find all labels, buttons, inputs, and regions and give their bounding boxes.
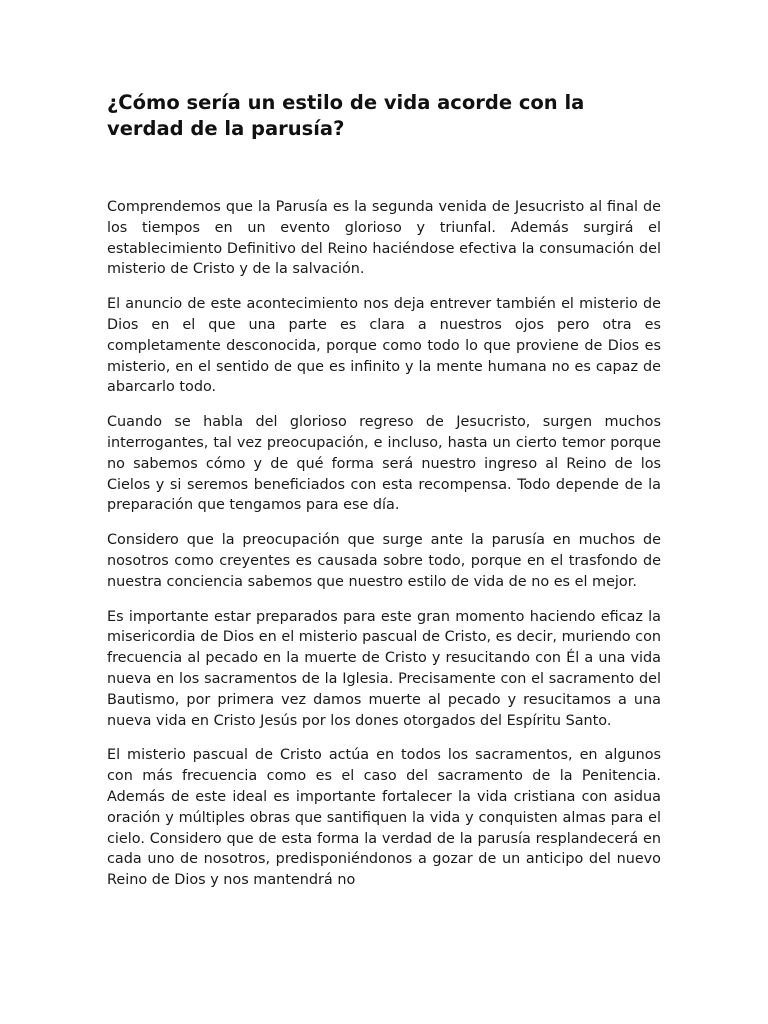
paragraph-3: Cuando se habla del glorioso regreso de Jesucristo, surgen muchos interrogantes, tal vez preocupación, e incluso, hasta un cierto temor porque no sabemos cómo y de qué forma será nuestro ingreso al Reino de los Cielos y si seremos beneficiados con esta recompensa. Todo depende de la preparación que tengamos para ese día. [107, 414, 661, 514]
paragraph-1: Comprendemos que la Parusía es la segunda venida de Jesucristo al final de los tiempos en un evento glorioso y triunfal. Además surgirá el establecimiento Definitivo del Reino haciéndose efectiva la consumación del misterio de Cristo y de la salvación. [107, 199, 661, 278]
document-title: ¿Cómo sería un estilo de vida acorde con la verdad de la parusía? [107, 91, 585, 140]
paragraph-2: El anuncio de este acontecimiento nos deja entrever también el misterio de Dios en el que una parte es clara a nuestros ojos pero otra es completamente desconocida, porque como todo lo que proviene de Dios es misterio, en el sentido de que es infinito y la mente humana no es capaz de abarcarlo todo. [107, 296, 661, 396]
paragraph-5: Es importante estar preparados para este gran momento haciendo eficaz la misericordia de Dios en el misterio pascual de Cristo, es decir, muriendo con frecuencia al pecado en la muerte de Cristo y resucitando con Él a una vida nueva en los sacramentos de la Iglesia. Precisamente con el sacramento del Bautismo, por primera vez damos muerte al pecado y resucitamos a una nueva vida en Cristo Jesús por los dones otorgados del Espíritu Santo. [107, 608, 661, 729]
paragraph-4: Considero que la preocupación que surge ante la parusía en muchos de nosotros como creyentes es causada sobre todo, porque en el trasfondo de nuestra conciencia sabemos que nuestro estilo de vida de no es el mejor. [107, 532, 661, 590]
document-page [107, 90, 661, 905]
paragraph-6: El misterio pascual de Cristo actúa en todos los sacramentos, en algunos con más frecuencia como es el caso del sacramento de la Penitencia. Además de este ideal es importante fortalecer la vida cristiana con asidua oración y múltiples obras que santifiquen la vida y conquisten almas para el cielo. Considero que de esta forma la verdad de la parusía resplandecerá en cada uno de nosotros, predisponiéndonos a gozar de un anticipo del nuevo Reino de Dios y nos mantendrá no [107, 747, 661, 889]
